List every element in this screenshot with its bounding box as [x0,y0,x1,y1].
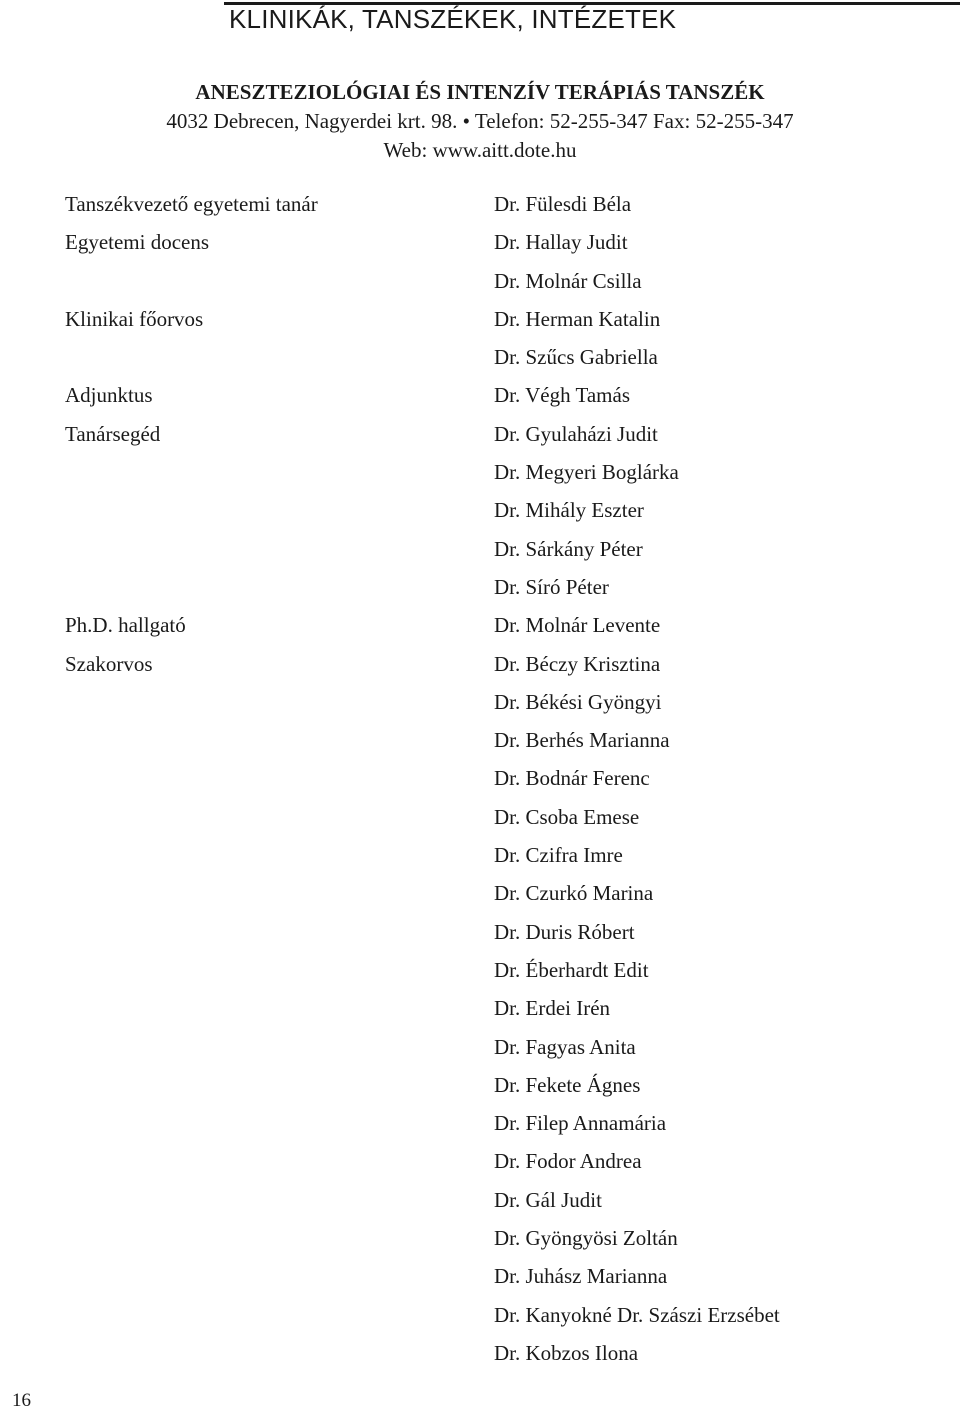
staff-name: Dr. Czifra Imre [494,843,623,868]
staff-name: Dr. Hallay Judit [494,230,628,255]
staff-name: Dr. Juhász Marianna [494,1264,668,1289]
staff-row [0,725,960,763]
staff-name: Dr. Kanyokné Dr. Szászi Erzsébet [494,1302,780,1327]
department-name: ANESZTEZIOLÓGIAI ÉS INTENZÍV TERÁPIÁS TANSZÉK [195,80,765,104]
staff-row [0,878,960,916]
staff-name: Dr. Béczy Krisztina [494,651,661,676]
staff-row [0,1070,960,1108]
staff-name: Dr. Mihály Eszter [494,498,644,523]
staff-name: Dr. Megyeri Boglárka [494,460,679,485]
staff-name: Dr. Duris Róbert [494,919,635,944]
staff-row [0,266,960,304]
staff-name: Dr. Éberhardt Edit [494,957,649,982]
staff-row [0,1108,960,1146]
staff-name: Dr. Csoba Emese [494,804,640,829]
staff-row [0,304,960,342]
staff-row [0,572,960,610]
staff-row [0,649,960,687]
staff-row [0,534,960,572]
staff-row [0,1146,960,1184]
staff-name: Dr. Síró Péter [494,574,609,599]
staff-row [0,1261,960,1299]
staff-row [0,763,960,801]
staff-row [0,840,960,878]
staff-name: Dr. Molnár Levente [494,613,661,638]
staff-name: Dr. Kobzos Ilona [494,1340,639,1365]
staff-row [0,342,960,380]
department-header [0,78,960,165]
staff-row [0,802,960,840]
staff-name: Dr. Filep Annamária [494,1111,667,1136]
department-web: Web: www.aitt.dote.hu [383,138,577,162]
staff-list [0,189,960,1376]
staff-name: Dr. Bodnár Ferenc [494,766,650,791]
staff-name: Dr. Herman Katalin [494,306,661,331]
staff-name: Dr. Czurkó Marina [494,881,654,906]
staff-row [0,610,960,648]
staff-row [0,1223,960,1261]
staff-role: Szakorvos [65,651,153,676]
staff-name: Dr. Fodor Andrea [494,1149,642,1174]
staff-role: Egyetemi docens [65,230,210,255]
staff-name: Dr. Erdei Irén [494,996,611,1021]
department-address: 4032 Debrecen, Nagyerdei krt. 98. • Telefon: 52-255-347 Fax: 52-255-347 [166,109,794,133]
staff-name: Dr. Molnár Csilla [494,268,642,293]
staff-name: Dr. Végh Tamás [494,383,630,408]
staff-row [0,1185,960,1223]
staff-role: Ph.D. hallgató [65,613,186,638]
staff-row [0,227,960,265]
staff-row [0,419,960,457]
staff-role: Klinikai főorvos [65,306,204,331]
staff-name: Dr. Berhés Marianna [494,728,670,753]
staff-row [0,1300,960,1338]
staff-name: Dr. Gál Judit [494,1187,602,1212]
staff-row [0,1338,960,1376]
staff-role: Tanársegéd [65,421,161,446]
staff-row [0,380,960,418]
staff-row [0,993,960,1031]
staff-row [0,687,960,725]
staff-name: Dr. Békési Gyöngyi [494,689,662,714]
staff-row [0,1032,960,1070]
page-number: 16 [12,1390,31,1411]
staff-role: Adjunktus [65,383,153,408]
staff-name: Dr. Fagyas Anita [494,1034,636,1059]
staff-name: Dr. Sárkány Péter [494,536,643,561]
staff-row [0,917,960,955]
staff-row [0,955,960,993]
staff-row [0,189,960,227]
staff-name: Dr. Gyöngyösi Zoltán [494,1226,678,1251]
chapter-title: KLINIKÁK, TANSZÉKEK, INTÉZETEK [229,4,677,34]
staff-row [0,495,960,533]
staff-name: Dr. Fülesdi Béla [494,192,632,216]
staff-name: Dr. Gyulaházi Judit [494,421,658,446]
staff-name: Dr. Fekete Ágnes [494,1072,641,1097]
staff-role: Tanszékvezető egyetemi tanár [65,192,318,216]
staff-row [0,457,960,495]
staff-name: Dr. Szűcs Gabriella [494,345,658,370]
